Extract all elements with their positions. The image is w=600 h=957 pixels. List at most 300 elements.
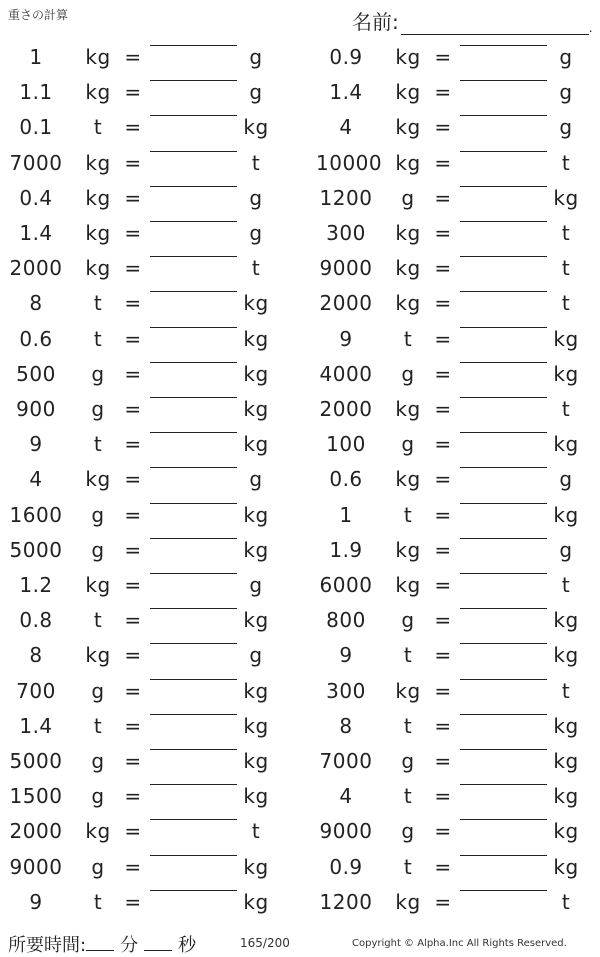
answer-blank[interactable] [150,784,237,785]
source-unit: kg [85,45,111,69]
quantity-value: 5000 [9,537,63,562]
problem-left [0,216,300,251]
answer-blank[interactable] [150,362,237,363]
problem-row [0,392,600,427]
answer-blank[interactable] [460,221,547,222]
equals-sign: = [434,432,452,457]
problem-left [0,709,300,744]
equals-sign: = [434,502,452,527]
equals-sign: = [124,643,142,668]
equals-sign: = [124,784,142,809]
quantity-value: 9000 [9,854,63,879]
problem-row [0,251,600,286]
answer-blank[interactable] [460,890,547,891]
target-unit: kg [243,291,269,316]
target-unit: g [249,573,263,597]
problem-right [310,533,600,568]
target-unit: kg [243,678,269,703]
equals-sign: = [434,326,452,351]
target-unit: g [559,467,573,492]
equals-sign: = [124,326,142,351]
equals-sign: = [124,432,142,457]
equals-sign: = [434,397,452,421]
quantity-value: 8 [29,291,43,316]
problem-right [310,216,600,251]
quantity-value: 0.6 [19,326,53,351]
source-unit: kg [85,221,111,245]
target-unit: kg [553,819,579,844]
quantity-value: 1500 [9,784,63,809]
target-unit: g [559,80,573,105]
equals-sign: = [124,150,142,175]
problem-right [310,744,600,779]
source-unit: t [93,889,103,914]
source-unit: kg [395,45,421,69]
problem-left [0,850,300,885]
problem-right [310,462,600,497]
problem-left [0,40,300,75]
answer-blank[interactable] [150,80,237,81]
answer-blank[interactable] [460,186,547,187]
answer-blank[interactable] [460,256,547,257]
time-label: 所要時間: [8,935,87,956]
source-unit: t [93,115,103,140]
equals-sign: = [124,115,142,140]
equals-sign: = [124,713,142,738]
answer-blank[interactable] [150,608,237,609]
problem-row [0,674,600,709]
problem-right [310,850,600,885]
problem-left [0,603,300,638]
quantity-value: 0.9 [329,854,363,879]
quantity-value: 4 [339,115,353,140]
answer-blank[interactable] [150,327,237,328]
quantity-value: 9 [339,326,353,351]
target-unit: kg [553,185,579,210]
target-unit: kg [243,326,269,351]
target-unit: kg [553,361,579,386]
problem-left [0,638,300,673]
quantity-value: 100 [326,432,366,457]
answer-blank[interactable] [150,115,237,116]
target-unit: kg [243,115,269,140]
source-unit: kg [395,221,421,245]
quantity-value: 1.4 [19,713,53,738]
name-field [352,6,593,35]
target-unit: kg [553,432,579,457]
problem-right [310,638,600,673]
source-unit: g [401,361,415,386]
quantity-value: 10000 [316,150,383,175]
problem-left [0,75,300,110]
source-unit: g [91,502,105,527]
problem-row [0,181,600,216]
quantity-value: 700 [16,678,56,703]
problem-right [310,181,600,216]
target-unit: t [561,397,571,421]
equals-sign: = [434,185,452,210]
target-unit: g [559,45,573,69]
equals-sign: = [124,291,142,316]
answer-blank[interactable] [460,749,547,750]
problem-right [310,603,600,638]
source-unit: kg [85,80,111,105]
answer-blank[interactable] [460,819,547,820]
source-unit: t [403,502,413,527]
answer-blank[interactable] [150,397,237,398]
problem-left [0,814,300,849]
problem-left [0,146,300,181]
equals-sign: = [434,537,452,562]
source-unit: kg [395,889,421,914]
problem-row [0,779,600,814]
answer-blank[interactable] [150,432,237,433]
equals-sign: = [434,150,452,175]
target-unit: g [249,185,263,210]
answer-blank[interactable] [460,643,547,644]
source-unit: g [91,854,105,879]
problem-left [0,286,300,321]
source-unit: g [401,185,415,210]
equals-sign: = [434,854,452,879]
problem-row [0,427,600,462]
problem-left [0,427,300,462]
problem-right [310,40,600,75]
problem-row [0,146,600,181]
quantity-value: 1.4 [19,221,53,245]
answer-blank[interactable] [460,784,547,785]
target-unit: kg [553,643,579,668]
target-unit: t [251,256,261,281]
equals-sign: = [434,45,452,69]
source-unit: t [93,326,103,351]
target-unit: kg [553,854,579,879]
problem-left [0,568,300,603]
problem-left [0,322,300,357]
quantity-value: 9 [29,432,43,457]
quantity-value: 1 [29,45,43,69]
equals-sign: = [124,889,142,914]
problem-row [0,709,600,744]
source-unit: t [403,713,413,738]
problem-left [0,110,300,145]
quantity-value: 300 [326,221,366,245]
minutes-label: 分 [120,935,139,956]
source-unit: g [91,678,105,703]
source-unit: g [91,537,105,562]
answer-blank[interactable] [150,503,237,504]
quantity-value: 500 [16,361,56,386]
problem-right [310,779,600,814]
source-unit: t [93,432,103,457]
quantity-value: 0.4 [19,185,53,210]
quantity-value: 1.4 [329,80,363,105]
answer-blank[interactable] [460,432,547,433]
answer-blank[interactable] [460,397,547,398]
quantity-value: 9000 [319,256,373,281]
quantity-value: 9 [339,643,353,668]
quantity-value: 8 [339,713,353,738]
equals-sign: = [124,502,142,527]
problem-right [310,885,600,920]
problem-row [0,286,600,321]
quantity-value: 4 [29,467,43,492]
problem-left [0,357,300,392]
answer-blank[interactable] [150,467,237,468]
equals-sign: = [434,221,452,245]
equals-sign: = [434,608,452,633]
answer-blank[interactable] [460,538,547,539]
problem-row [0,885,600,920]
answer-blank[interactable] [460,714,547,715]
source-unit: g [401,819,415,844]
problem-right [310,146,600,181]
quantity-value: 1.1 [19,80,53,105]
target-unit: kg [243,713,269,738]
answer-blank[interactable] [460,80,547,81]
seconds-input-line[interactable] [144,930,172,951]
source-unit: t [403,643,413,668]
problem-left [0,744,300,779]
equals-sign: = [434,678,452,703]
problem-right [310,674,600,709]
source-unit: t [93,608,103,633]
quantity-value: 7000 [9,150,63,175]
target-unit: kg [553,608,579,633]
problem-right [310,251,600,286]
source-unit: g [401,749,415,773]
quantity-value: 6000 [319,573,373,597]
quantity-value: 2000 [9,256,63,281]
target-unit: g [249,221,263,245]
quantity-value: 2000 [319,397,373,421]
problem-left [0,462,300,497]
source-unit: t [403,326,413,351]
quantity-value: 1200 [319,185,373,210]
quantity-value: 8 [29,643,43,668]
equals-sign: = [124,819,142,844]
problem-right [310,709,600,744]
quantity-value: 9 [29,889,43,914]
quantity-value: 300 [326,678,366,703]
answer-blank[interactable] [150,221,237,222]
source-unit: g [91,397,105,421]
equals-sign: = [124,80,142,105]
source-unit: kg [395,537,421,562]
problem-left [0,498,300,533]
quantity-value: 800 [326,608,366,633]
answer-blank[interactable] [150,151,237,152]
copyright-notice: Copyright © Alpha.Inc All Rights Reserved. [352,938,567,949]
equals-sign: = [124,361,142,386]
source-unit: kg [395,397,421,421]
quantity-value: 0.9 [329,45,363,69]
problem-row [0,322,600,357]
equals-sign: = [124,397,142,421]
source-unit: kg [85,256,111,281]
problem-right [310,814,600,849]
quantity-value: 1200 [319,889,373,914]
equals-sign: = [434,115,452,140]
target-unit: t [561,150,571,175]
problem-row [0,110,600,145]
answer-blank[interactable] [150,819,237,820]
answer-blank[interactable] [460,45,547,46]
target-unit: t [251,819,261,844]
quantity-value: 1 [339,502,353,527]
equals-sign: = [124,256,142,281]
source-unit: t [403,854,413,879]
source-unit: kg [85,643,111,668]
answer-blank[interactable] [460,327,547,328]
problem-row [0,357,600,392]
problem-row [0,850,600,885]
target-unit: t [561,678,571,703]
problem-left [0,674,300,709]
quantity-value: 1.2 [19,573,53,597]
answer-blank[interactable] [460,573,547,574]
page-number: 165/200 [240,936,290,950]
answer-blank[interactable] [150,679,237,680]
target-unit: kg [553,326,579,351]
target-unit: kg [243,854,269,879]
target-unit: t [561,291,571,316]
source-unit: kg [85,185,111,210]
answer-blank[interactable] [460,608,547,609]
answer-blank[interactable] [150,291,237,292]
answer-blank[interactable] [150,573,237,574]
source-unit: kg [395,573,421,597]
source-unit: kg [85,467,111,492]
equals-sign: = [434,819,452,844]
source-unit: t [403,784,413,809]
target-unit: kg [243,749,269,773]
equals-sign: = [434,573,452,597]
target-unit: t [251,150,261,175]
target-unit: t [561,889,571,914]
answer-blank[interactable] [150,186,237,187]
answer-blank[interactable] [150,643,237,644]
source-unit: t [93,291,103,316]
target-unit: kg [243,608,269,633]
answer-blank[interactable] [150,714,237,715]
equals-sign: = [434,361,452,386]
source-unit: kg [85,573,111,597]
equals-sign: = [434,889,452,914]
target-unit: kg [553,713,579,738]
quantity-value: 0.1 [19,115,53,140]
equals-sign: = [434,749,452,773]
equals-sign: = [124,185,142,210]
source-unit: kg [395,291,421,316]
source-unit: g [91,361,105,386]
source-unit: g [401,432,415,457]
source-unit: g [91,749,105,773]
answer-blank[interactable] [150,45,237,46]
quantity-value: 7000 [319,749,373,773]
problem-right [310,322,600,357]
quantity-value: 1.9 [329,537,363,562]
quantity-value: 4 [339,784,353,809]
problem-row [0,40,600,75]
name-label: 名前: [352,10,399,34]
source-unit: g [401,608,415,633]
problem-left [0,181,300,216]
target-unit: kg [243,432,269,457]
problem-left [0,779,300,814]
equals-sign: = [434,467,452,492]
equals-sign: = [124,608,142,633]
problem-right [310,75,600,110]
target-unit: g [249,643,263,668]
name-input-line[interactable] [401,12,589,35]
target-unit: g [559,115,573,140]
answer-blank[interactable] [150,538,237,539]
target-unit: t [561,221,571,245]
source-unit: g [91,784,105,809]
minutes-input-line[interactable] [86,930,114,951]
target-unit: kg [243,361,269,386]
quantity-value: 2000 [9,819,63,844]
answer-blank[interactable] [460,151,547,152]
problem-left [0,885,300,920]
answer-blank[interactable] [460,855,547,856]
answer-blank[interactable] [460,467,547,468]
answer-blank[interactable] [460,362,547,363]
problem-row [0,216,600,251]
problem-row [0,533,600,568]
equals-sign: = [124,221,142,245]
problem-left [0,392,300,427]
problem-right [310,110,600,145]
equals-sign: = [434,784,452,809]
equals-sign: = [124,573,142,597]
worksheet-title: 重さの計算 [8,8,69,22]
answer-blank[interactable] [460,503,547,504]
target-unit: kg [243,397,269,421]
target-unit: kg [553,749,579,773]
target-unit: g [249,45,263,69]
equals-sign: = [124,749,142,773]
problem-row [0,568,600,603]
quantity-value: 4000 [319,361,373,386]
problem-row [0,75,600,110]
quantity-value: 5000 [9,749,63,773]
source-unit: kg [395,115,421,140]
source-unit: t [93,713,103,738]
answer-blank[interactable] [150,855,237,856]
answer-blank[interactable] [150,256,237,257]
quantity-value: 0.6 [329,467,363,492]
problem-row [0,638,600,673]
target-unit: t [561,573,571,597]
answer-blank[interactable] [460,115,547,116]
problem-row [0,462,600,497]
equals-sign: = [124,45,142,69]
target-unit: kg [243,784,269,809]
answer-blank[interactable] [460,291,547,292]
target-unit: kg [243,502,269,527]
answer-blank[interactable] [150,890,237,891]
equals-sign: = [434,80,452,105]
target-unit: t [561,256,571,281]
target-unit: kg [553,784,579,809]
answer-blank[interactable] [460,679,547,680]
equals-sign: = [124,537,142,562]
answer-blank[interactable] [150,749,237,750]
equals-sign: = [124,467,142,492]
equals-sign: = [124,678,142,703]
